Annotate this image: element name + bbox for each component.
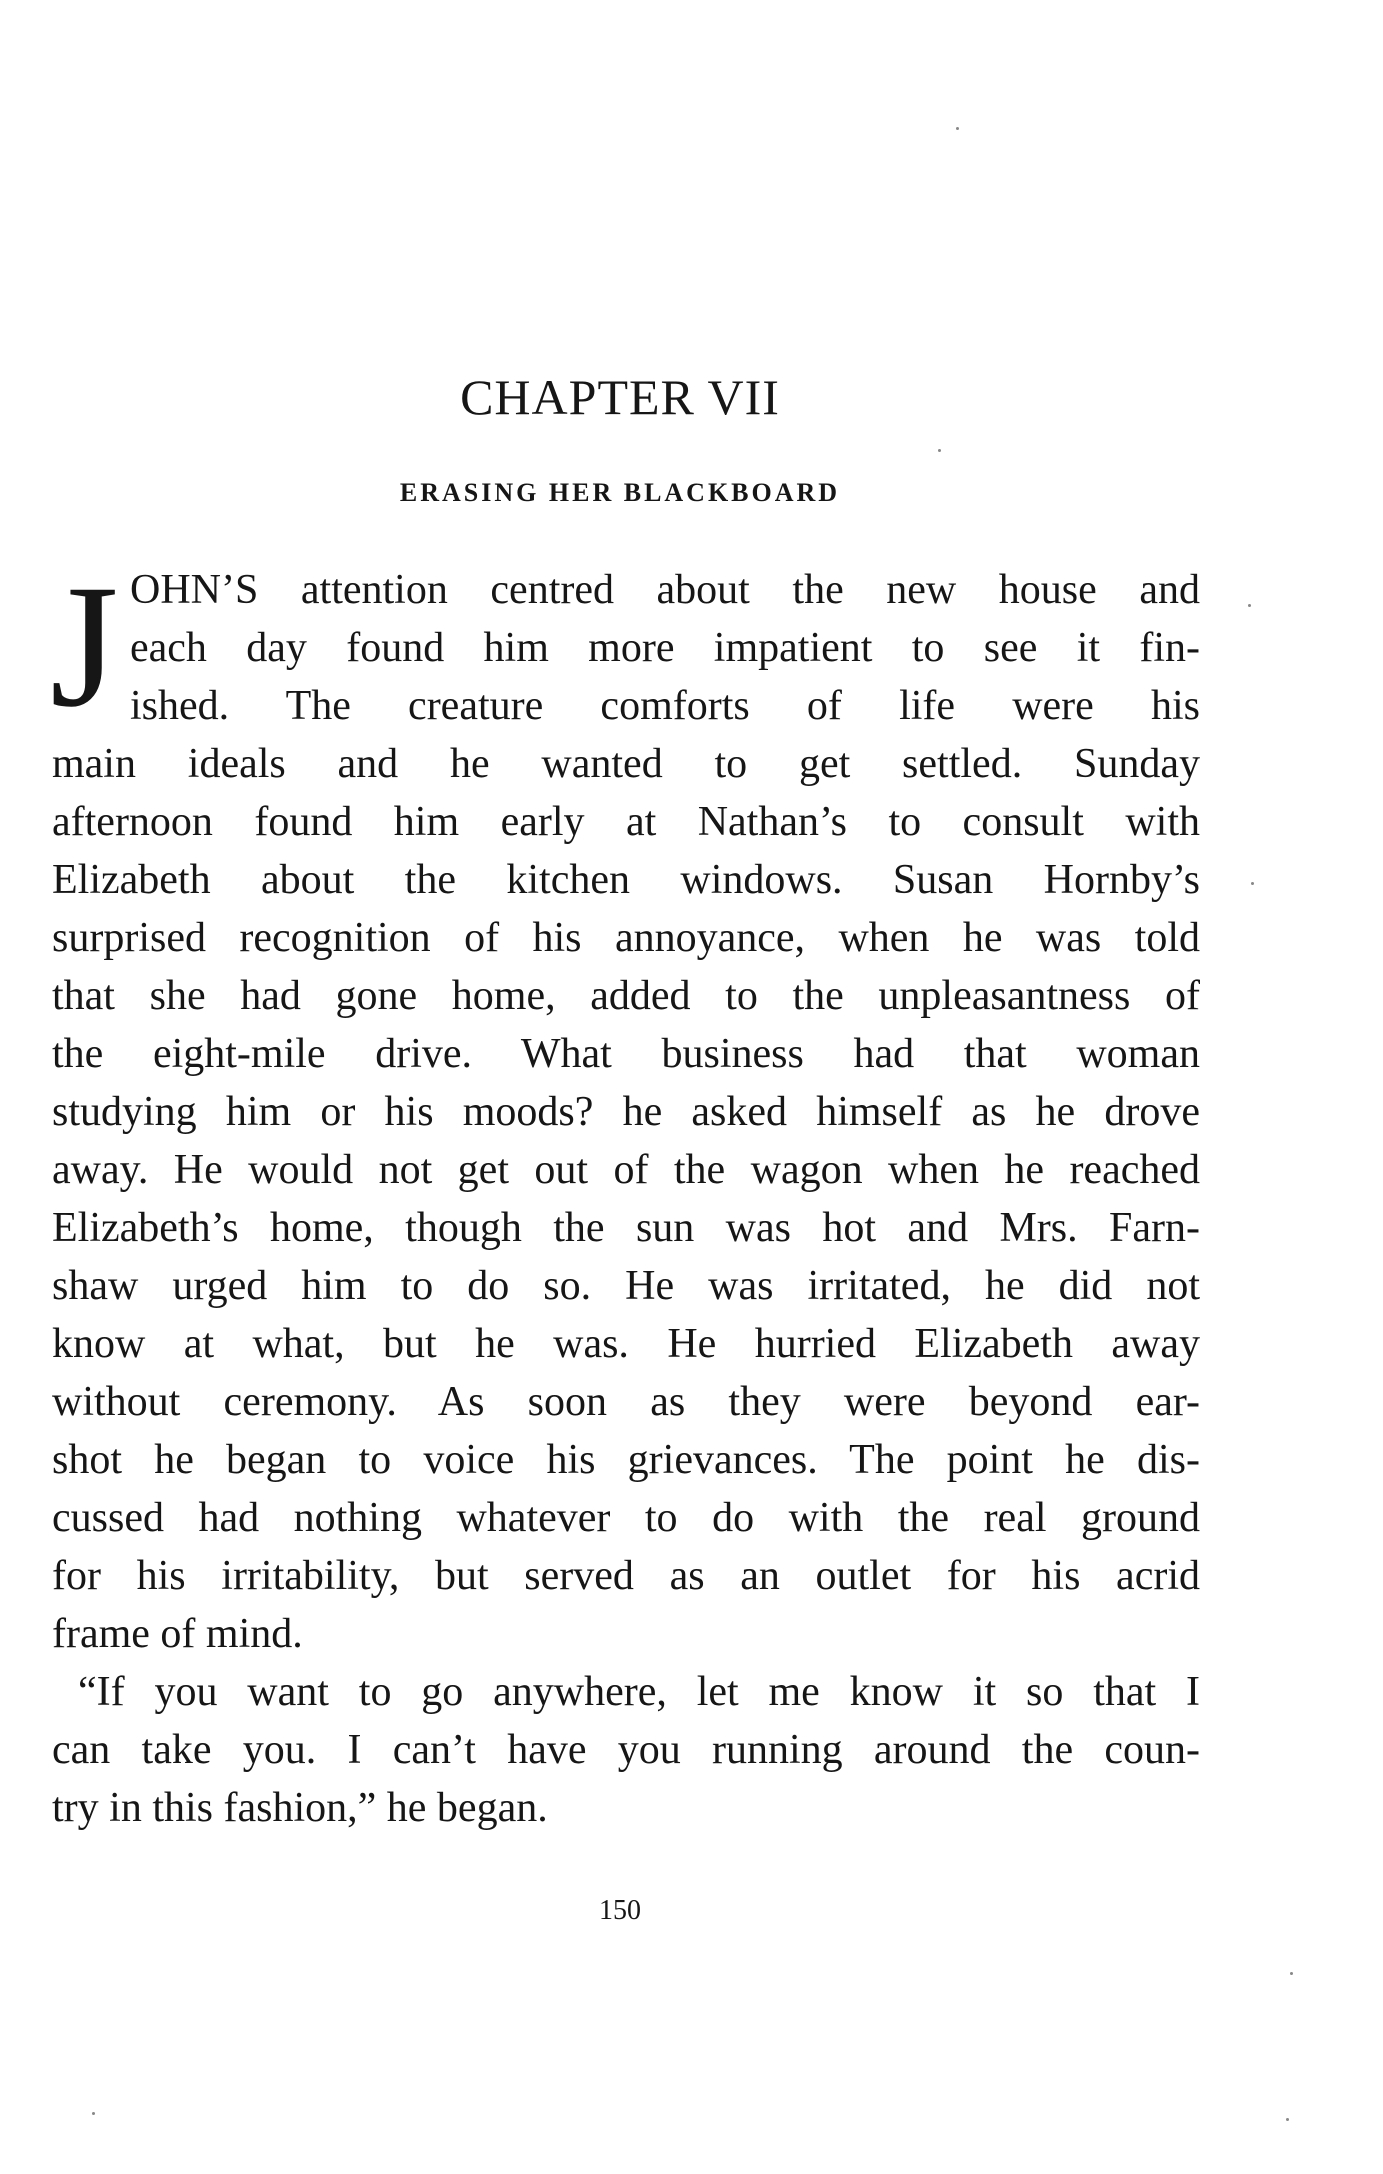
text-line: ished. The creature comforts of life were his [130,683,1200,729]
text-line: for his irritability, but served as an outlet for his acrid [52,1553,1200,1599]
text-line: Elizabeth about the kitchen windows. Susan Hornby’s [52,857,1200,903]
text-line: main ideals and he wanted to get settled. Sunday [52,741,1200,787]
print-speck [1251,882,1254,885]
text-line: frame of mind. [52,1611,303,1657]
text-line: try in this fashion,” he began. [52,1785,548,1831]
text-line: know at what, but he was. He hurried Elizabeth away [52,1321,1200,1367]
print-speck [956,127,959,130]
text-line: each day found him more impatient to see it fin- [130,625,1200,671]
text-line: cussed had nothing whatever to do with the real ground [52,1495,1200,1541]
print-speck [938,449,941,452]
print-speck [92,2112,95,2115]
text-line: shot he began to voice his grievances. The point he dis- [52,1437,1200,1483]
text-line: Elizabeth’s home, though the sun was hot and Mrs. Farn- [52,1205,1200,1251]
print-speck [1290,1972,1293,1975]
text-line: that she had gone home, added to the unpleasantness of [52,973,1200,1019]
text-line: studying him or his moods? he asked himself as he drove [52,1089,1200,1135]
print-speck [1286,2118,1289,2121]
drop-cap: J [50,549,119,744]
text-line: surprised recognition of his annoyance, when he was told [52,915,1200,961]
chapter-title: CHAPTER VII [460,369,780,425]
text-line: without ceremony. As soon as they were beyond ear- [52,1379,1200,1425]
text-line: can take you. I can’t have you running around the coun- [52,1727,1200,1773]
text-line: away. He would not get out of the wagon when he reached [52,1147,1200,1193]
text-line: “If you want to go anywhere, let me know it so that I [78,1669,1200,1715]
page-number: 150 [599,1895,641,1926]
text-line: shaw urged him to do so. He was irritated, he did not [52,1263,1200,1309]
print-speck [1248,604,1251,607]
text-line: the eight-mile drive. What business had that woman [52,1031,1200,1077]
text-line: OHN’S attention centred about the new house and [130,567,1200,613]
text-line: afternoon found him early at Nathan’s to consult with [52,799,1200,845]
chapter-subtitle: ERASING HER BLACKBOARD [399,478,841,507]
body-text [50,549,1200,1837]
